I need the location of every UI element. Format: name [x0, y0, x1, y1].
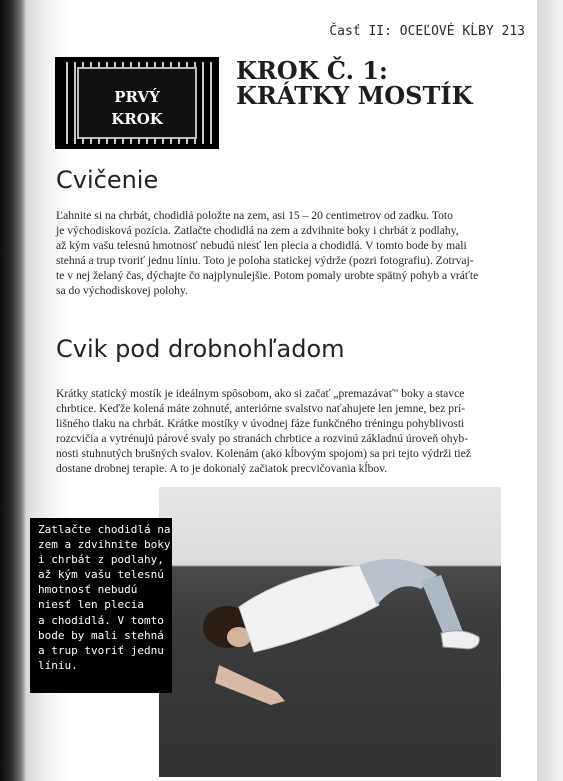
paragraph-line: Krátky statický mostík je ideálnym spôsobom, ako si začať „premazávať" boky a stavce	[56, 387, 465, 400]
shoe-shape	[441, 631, 479, 649]
badge-line-1: PRVÝ	[114, 88, 160, 106]
badge-label	[79, 86, 195, 130]
caption-line: Zatlačte chodidlá na	[38, 523, 171, 536]
caption-line: a chodidlá. V tomto	[38, 613, 164, 627]
running-head: Časť II: OCEĽOVÉ KĹBY 213	[329, 24, 525, 39]
caption-line: líniu.	[38, 658, 78, 672]
chapter-title-line-1: KROK Č. 1:	[236, 56, 388, 85]
arm-shape	[215, 665, 285, 705]
badge-line-2: KROK	[111, 110, 163, 128]
paragraph-line: lišného tlaku na chrbát. Krátke mostíky v úvodnej fáze funkčného tréningu pohyblivosti	[56, 417, 465, 431]
caption-line: a trup tvoriť jednu	[38, 643, 164, 657]
caption-line: i chrbát z podlahy,	[38, 553, 164, 567]
paragraph-line: nosti stuhnutých brušných svalov. Kolenám (ako kĺbovým spojom) sa pri tejto výdrži tiež	[56, 447, 471, 461]
paragraph-line: až kým vašu telesnú hmotnosť nebudú niesť len plecia a chodidlá. V tomto bode by mali	[56, 239, 467, 253]
torso-shape	[239, 565, 379, 652]
paragraph-line: dostane drobnej terapie. A to je dokonalý začiatok precvičovania kĺbov.	[56, 462, 388, 476]
chapter-title	[236, 58, 472, 108]
caption-line: bode by mali stehná	[38, 628, 164, 642]
step-badge	[55, 57, 219, 149]
paragraph-line: te v nej želaný čas, dýchajte čo najplynulejšie. Potom pomaly urobte spätný pohyb a vráťte	[56, 269, 479, 283]
caption-line: zem a zdvihnite boky	[38, 538, 171, 552]
book-spine-shadow	[0, 0, 26, 781]
section-heading-closer-look: Cvik pod drobnohľadom	[56, 335, 345, 363]
paragraph-line: stehná a trup tvoriť jednu líniu. Toto je poloha statickej výdrže (pozri fotografiu). Zotrvaj-	[56, 254, 474, 268]
bridge-pose-illustration	[159, 487, 501, 777]
paragraph-line: je východisková pozícia. Zatlačte chodidlá na zem a zdvihnite boky i chrbát z podlahy,	[56, 224, 459, 238]
closer-look-paragraph	[56, 386, 500, 477]
caption-line: niesť len plecia	[38, 598, 144, 612]
page-edge	[537, 0, 563, 781]
exercise-photo	[159, 487, 501, 777]
caption-text	[38, 522, 170, 673]
exercise-paragraph	[56, 208, 500, 299]
caption-line: až kým vašu telesnú	[38, 568, 164, 582]
photo-caption	[30, 518, 172, 693]
paragraph-line: chrbtice. Keďže kolená máte zohnuté, anteriórne svalstvo naťahujete len jemne, bez prí-	[56, 402, 466, 416]
section-heading-exercise: Cvičenie	[56, 166, 159, 194]
paragraph-line: sa do východiskovej polohy.	[56, 284, 188, 298]
paragraph-line: Ľahnite si na chrbát, chodidlá položte na zem, asi 15 – 20 centimetrov od zadku. Toto	[56, 209, 453, 222]
paragraph-line: rozcvičia a vytrénujú párové svaly po stranách chrbtice a rozvinú základnú úroveň ohyb-	[56, 432, 469, 446]
caption-line: hmotnosť nebudú	[38, 583, 138, 597]
chapter-title-line-2: KRÁTKY MOSTÍK	[236, 81, 473, 110]
badge-panel	[77, 67, 197, 139]
